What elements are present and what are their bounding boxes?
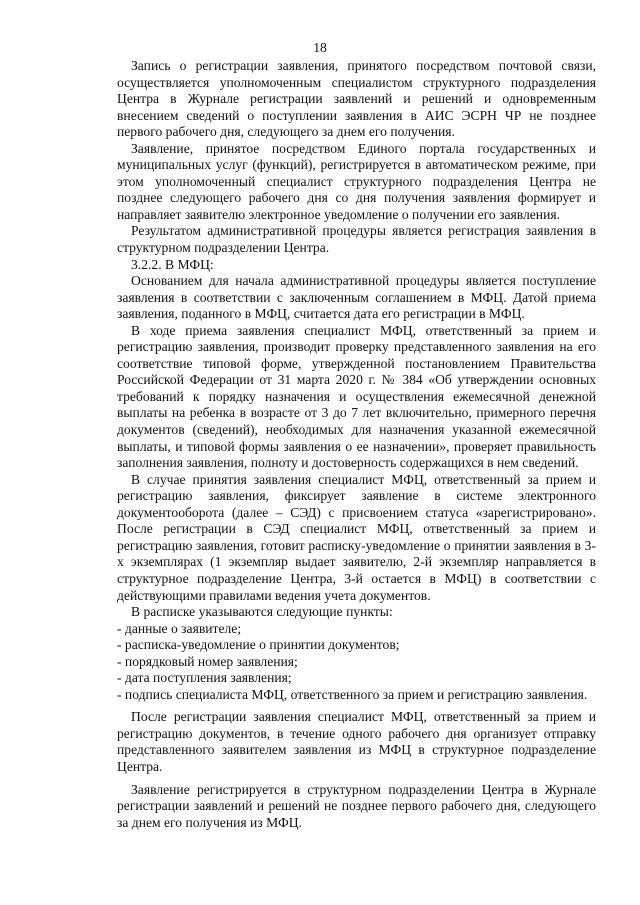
section-heading-mfc: 3.2.2. В МФЦ: bbox=[131, 256, 214, 272]
paragraph-mail-registration: Запись о регистрации заявления, принятого посредством почтовой связи, осуществляется уполномоченным специалистом структурного подразделения Центра в Журнале регистрации заявлений и решений и одновременным внесением сведений о поступлении заявления в АИС ЭСРН ЧР не позднее первого рабочего дня, следующего за днем его получения. bbox=[117, 58, 596, 140]
paragraph-mfc-basis: Основанием для начала административной процедуры является поступление заявления в соответствии с заключенным соглашением в МФЦ. Датой приема заявления, поданного в МФЦ, считается дата его регистрации в МФЦ. bbox=[117, 273, 596, 322]
page-number: 18 bbox=[313, 40, 327, 55]
list-item: - дата поступления заявления; bbox=[117, 670, 292, 686]
list-item: - порядковый номер заявления; bbox=[117, 653, 298, 669]
paragraph-center-registration: Заявление регистрируется в структурном подразделении Центра в Журнале регистрации заявлений и решений не позднее первого рабочего дня, следующего за днем его получения из МФЦ. bbox=[117, 781, 596, 830]
paragraph-mfc-check: В ходе приема заявления специалист МФЦ, ответственный за прием и регистрацию заявления, производит проверку представленного заявления на его соответствие типовой форме, утвержденной постановлением Правительства Российской Федерации от 31 марта 2020 г. № 384 «Об утверждении основных требований к порядку назначения и осуществления ежемесячной денежной выплаты на ребенка в возрасте от 3 до 7 лет включительно, примерного перечня документов (сведений), необходимых для назначения указанной ежемесячной выплаты, и типовой формы заявления о ее назначении», проверяет правильность заполнения заявления, полноту и достоверность содержащихся в нем сведений. bbox=[117, 322, 596, 471]
list-item: - данные о заявителе; bbox=[117, 620, 242, 636]
paragraph-receipt-items-intro: В расписке указываются следующие пункты: bbox=[131, 604, 393, 620]
list-item: - подпись специалиста МФЦ, ответственного за прием и регистрацию заявления. bbox=[117, 686, 588, 702]
list-item: - расписка-уведомление о принятии документов; bbox=[117, 637, 400, 653]
document-body bbox=[117, 58, 596, 831]
paragraph-portal-registration: Заявление, принятое посредством Единого портала государственных и муниципальных услуг (функций), регистрируется в автоматическом режиме, при этом уполномоченный специалист структурного подразделения Центра не позднее следующего рабочего дня со дня получения заявления формирует и направляет заявителю электронное уведомление о получении его заявления. bbox=[117, 140, 596, 222]
paragraph-procedure-result: Результатом административной процедуры является регистрация заявления в структурном подразделении Центра. bbox=[117, 223, 596, 256]
paragraph-mfc-acceptance: В случае принятия заявления специалист МФЦ, ответственный за прием и регистрацию заявления, фиксирует заявление в системе электронного документооборота (далее – СЭД) с присвоением статуса «зарегистрировано». После регистрации в СЭД специалист МФЦ, ответственный за прием и регистрацию заявления, готовит расписку-уведомление о принятии заявления в 3-х экземплярах (1 экземпляр выдает заявителю, 2-й экземпляр направляется в структурное подразделение Центра, 3-й остается в МФЦ) в соответствии с действующими правилами ведения учета документов. bbox=[117, 471, 596, 603]
paragraph-mfc-dispatch: После регистрации заявления специалист МФЦ, ответственный за прием и регистрацию документов, в течение одного рабочего дня организует отправку представленного заявителем заявления из МФЦ в структурное подразделение Центра. bbox=[117, 709, 596, 774]
